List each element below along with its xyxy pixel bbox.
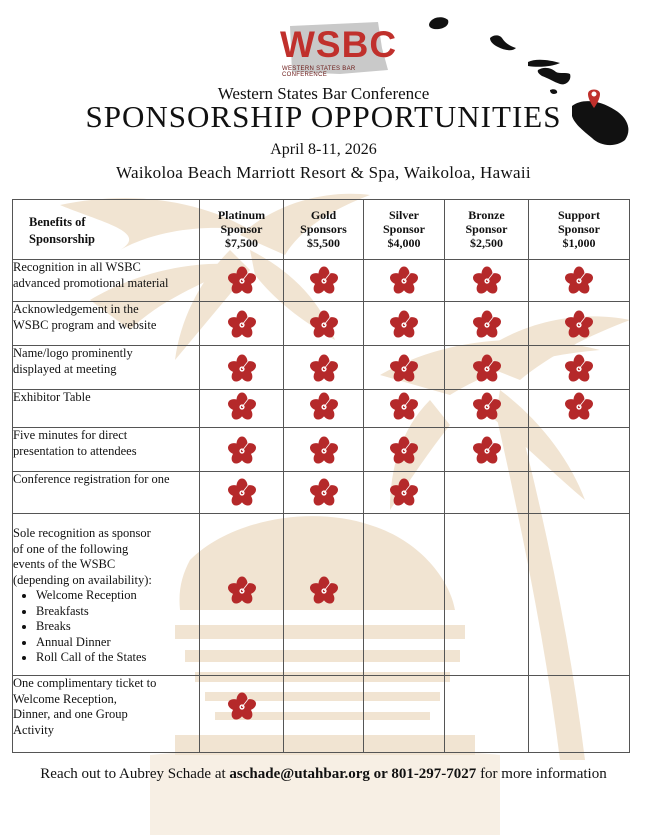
benefit-mark-cell [529, 260, 630, 302]
hibiscus-icon [389, 436, 419, 466]
benefit-mark-cell [284, 390, 364, 428]
benefit-cell [13, 428, 200, 472]
hibiscus-icon [227, 354, 257, 384]
event-list-item: • Breaks [36, 619, 199, 635]
hibiscus-icon [564, 392, 594, 422]
benefit-mark-cell [364, 390, 445, 428]
hibiscus-icon [227, 692, 257, 722]
table-row [13, 676, 630, 753]
page-title: SPONSORSHIP OPPORTUNITIES [85, 99, 562, 134]
benefit-mark-cell [200, 472, 284, 514]
benefit-mark-cell [445, 390, 529, 428]
benefit-mark-cell [200, 514, 284, 676]
benefit-mark-cell [529, 390, 630, 428]
tier-header-line: Sponsor [557, 222, 601, 236]
event-dates: April 8-11, 2026 [270, 141, 377, 158]
benefit-mark-cell [364, 676, 445, 753]
table-row [13, 390, 630, 428]
contact-phone[interactable]: 801-297-7027 [391, 766, 477, 782]
tier-header-line: $1,000 [562, 236, 596, 250]
benefit-mark-cell [284, 428, 364, 472]
benefit-mark-cell [284, 472, 364, 514]
benefit-text: (depending on availability): [13, 572, 152, 587]
tier-header-line: Silver [389, 208, 419, 222]
contact-email[interactable]: aschade@utahbar.org [229, 766, 370, 782]
benefit-text: One complimentary ticket to [13, 676, 157, 690]
tier-header [364, 200, 445, 260]
benefit-text: of one of the following [13, 541, 129, 556]
benefit-text: Acknowledgement in the [13, 302, 139, 316]
benefit-mark-cell [364, 514, 445, 676]
hibiscus-icon [564, 266, 594, 296]
benefit-cell [13, 390, 200, 428]
event-venue: Waikoloa Beach Marriott Resort & Spa, Waikoloa, Hawaii [116, 163, 531, 182]
benefit-cell [13, 260, 200, 302]
benefit-mark-cell [200, 428, 284, 472]
hibiscus-icon [227, 310, 257, 340]
benefit-mark-cell [284, 676, 364, 753]
hibiscus-icon [227, 436, 257, 466]
hibiscus-icon [227, 478, 257, 508]
benefit-mark-cell [284, 302, 364, 346]
tier-header-line: Sponsors [300, 222, 347, 236]
hibiscus-icon [564, 354, 594, 384]
benefit-mark-cell [445, 472, 529, 514]
event-list [13, 588, 199, 666]
hibiscus-icon [564, 310, 594, 340]
benefit-text: Dinner, and one Group [13, 707, 128, 721]
benefit-mark-cell [364, 346, 445, 390]
tier-header [200, 200, 284, 260]
benefit-mark-cell [529, 346, 630, 390]
benefit-text: Sole recognition as sponsor [13, 526, 151, 540]
tier-header-line: Gold [310, 208, 337, 222]
benefit-mark-cell [445, 346, 529, 390]
tier-header-line: Platinum [217, 208, 266, 222]
benefit-text: Name/logo prominently [13, 346, 133, 360]
benefit-mark-cell [364, 260, 445, 302]
hibiscus-icon [389, 354, 419, 384]
benefit-mark-cell [529, 514, 630, 676]
hibiscus-icon [309, 436, 339, 466]
benefit-mark-cell [364, 302, 445, 346]
benefit-mark-cell [200, 390, 284, 428]
benefits-header-line: Benefits of [29, 215, 86, 229]
hibiscus-icon [309, 576, 339, 606]
benefit-mark-cell [445, 260, 529, 302]
table-header-row [13, 200, 630, 260]
hibiscus-icon [227, 392, 257, 422]
table-row [13, 428, 630, 472]
event-list-item: • Annual Dinner [36, 635, 199, 651]
hibiscus-icon [389, 392, 419, 422]
benefit-mark-cell [445, 676, 529, 753]
benefit-text: displayed at meeting [13, 361, 117, 376]
hibiscus-icon [309, 354, 339, 384]
benefit-mark-cell [200, 346, 284, 390]
benefit-text: presentation to attendees [13, 443, 137, 458]
benefit-text: Five minutes for direct [13, 428, 128, 442]
footer-or: or [369, 766, 392, 782]
tier-header-line: $7,500 [225, 236, 258, 250]
tier-header-line: $5,500 [307, 236, 340, 250]
benefit-mark-cell [445, 428, 529, 472]
hibiscus-icon [309, 310, 339, 340]
benefit-mark-cell [200, 676, 284, 753]
tier-header-line: Sponsor [220, 222, 263, 236]
hibiscus-icon [472, 354, 502, 384]
benefit-mark-cell [445, 302, 529, 346]
event-list-item: • Welcome Reception [36, 588, 199, 604]
table-row [13, 260, 630, 302]
benefit-text: WSBC program and website [13, 317, 157, 332]
tier-header-line: $2,500 [470, 236, 503, 250]
hibiscus-icon [389, 266, 419, 296]
benefit-mark-cell [364, 472, 445, 514]
tier-header [445, 200, 529, 260]
hibiscus-icon [472, 392, 502, 422]
benefit-mark-cell [529, 472, 630, 514]
hawaii-islands-map [410, 8, 640, 158]
event-list-item: • Breakfasts [36, 604, 199, 620]
footer-prefix: Reach out to Aubrey Schade at [40, 766, 230, 782]
hibiscus-icon [227, 266, 257, 296]
benefit-cell [13, 514, 200, 676]
hibiscus-icon [389, 478, 419, 508]
benefit-mark-cell [529, 428, 630, 472]
tier-header-line: Bronze [468, 208, 505, 222]
tier-header-line: Sponsor [382, 222, 426, 236]
tier-header [284, 200, 364, 260]
benefit-text: Recognition in all WSBC [13, 260, 141, 274]
benefit-mark-cell [529, 302, 630, 346]
benefits-header-line: Sponsorship [29, 232, 96, 246]
hibiscus-icon [472, 310, 502, 340]
benefits-header [13, 200, 200, 260]
contact-footer [0, 766, 647, 783]
table-row [13, 472, 630, 514]
benefit-mark-cell [445, 514, 529, 676]
hibiscus-icon [309, 392, 339, 422]
wsbc-logo: WSBC WESTERN STATES BAR CONFERENCE [270, 18, 400, 74]
benefit-text: Welcome Reception, [13, 691, 117, 706]
benefit-mark-cell [364, 428, 445, 472]
benefit-text: events of the WSBC [13, 557, 116, 571]
conference-name: Western States Bar Conference [217, 84, 430, 103]
benefit-cell [13, 472, 200, 514]
tier-header-line: Sponsor [465, 222, 508, 236]
table-row [13, 514, 630, 676]
tier-header-line: Support [557, 208, 601, 222]
benefit-mark-cell [200, 260, 284, 302]
benefit-mark-cell [284, 346, 364, 390]
sponsorship-table [12, 199, 630, 753]
hibiscus-icon [309, 478, 339, 508]
benefit-text: Exhibitor Table [13, 390, 91, 404]
hibiscus-icon [472, 436, 502, 466]
event-list-item: • Roll Call of the States [36, 650, 199, 666]
benefit-mark-cell [284, 260, 364, 302]
table-row [13, 346, 630, 390]
benefit-mark-cell [529, 676, 630, 753]
tier-header-line: $4,000 [387, 236, 421, 250]
hibiscus-icon [309, 266, 339, 296]
benefit-cell [13, 302, 200, 346]
benefit-cell [13, 346, 200, 390]
benefit-cell [13, 676, 200, 753]
hibiscus-icon [472, 266, 502, 296]
footer-suffix: for more information [476, 766, 607, 782]
hibiscus-icon [389, 310, 419, 340]
benefit-text: Activity [13, 722, 54, 737]
benefit-text: Conference registration for one [13, 472, 170, 486]
benefit-text: advanced promotional material [13, 275, 169, 290]
tier-header [529, 200, 630, 260]
benefit-mark-cell [284, 514, 364, 676]
benefit-mark-cell [200, 302, 284, 346]
table-row [13, 302, 630, 346]
hibiscus-icon [227, 576, 257, 606]
